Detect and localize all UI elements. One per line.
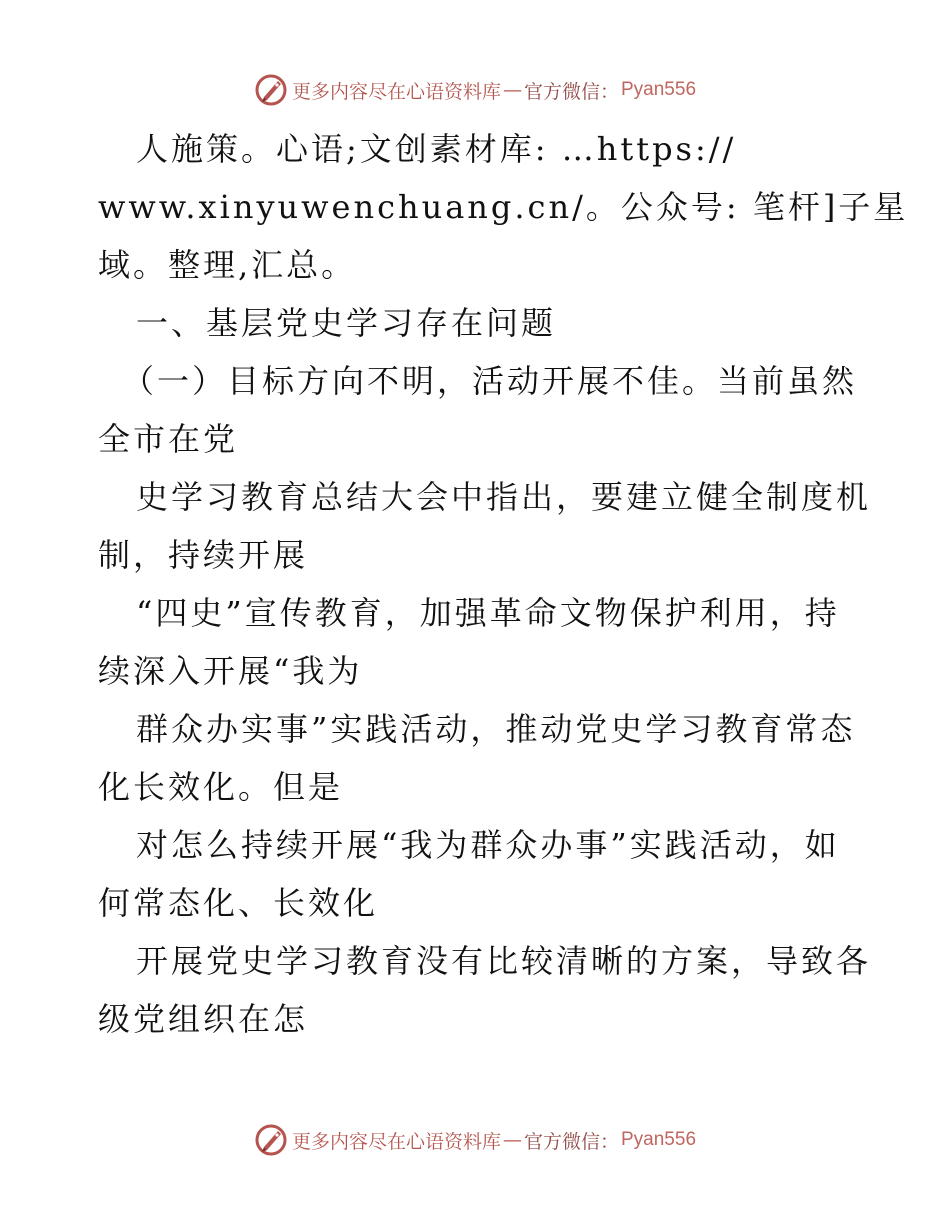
pen-logo-icon: [254, 73, 288, 107]
body-line: 化长效化。但是: [98, 768, 344, 806]
banner-wechat-id: Pyan556: [621, 79, 697, 100]
footer-banner: [0, 1120, 950, 1160]
body-line: www.xinyuwenchuang.cn/。公众号: 笔杆]子星: [98, 188, 909, 226]
document-body: [98, 120, 909, 1048]
body-line: 何常态化、长效化: [98, 884, 379, 922]
body-line: “四史”宣传教育，加强革命文物保护利用，持: [136, 594, 840, 632]
banner-wechat-label: 官方微信：: [523, 1130, 619, 1153]
section-heading: 一、基层党史学习存在问题: [136, 304, 557, 342]
body-line: 域。整理,汇总。: [98, 246, 357, 284]
banner-separator: —: [502, 1129, 522, 1151]
banner-wechat-id: Pyan556: [621, 1129, 697, 1150]
banner-main-text: 更多内容尽在心语资料库: [291, 80, 501, 103]
body-line: 对怎么持续开展“我为群众办事”实践活动，如: [136, 826, 840, 864]
body-line: 史学习教育总结大会中指出，要建立健全制度机: [136, 478, 872, 516]
body-line: 全市在党: [98, 420, 239, 458]
banner-main-text: 更多内容尽在心语资料库: [291, 1130, 501, 1153]
banner-separator: —: [502, 79, 522, 101]
pen-logo-icon: [254, 1123, 288, 1157]
header-banner: [0, 70, 950, 110]
body-line: 群众办实事”实践活动，推动党史学习教育常态: [136, 710, 856, 748]
body-line: 级党组织在怎: [98, 1000, 309, 1038]
body-line: 开展党史学习教育没有比较清晰的方案，导致各: [136, 942, 872, 980]
body-line: 续深入开展“我为: [98, 652, 363, 690]
body-line: 人施策。心语;文创素材库: …https://: [136, 130, 737, 168]
body-line: 制，持续开展: [98, 536, 309, 574]
subsection-heading: （一）目标方向不明，活动开展不佳。当前虽然: [122, 362, 858, 400]
banner-wechat-label: 官方微信：: [523, 80, 619, 103]
